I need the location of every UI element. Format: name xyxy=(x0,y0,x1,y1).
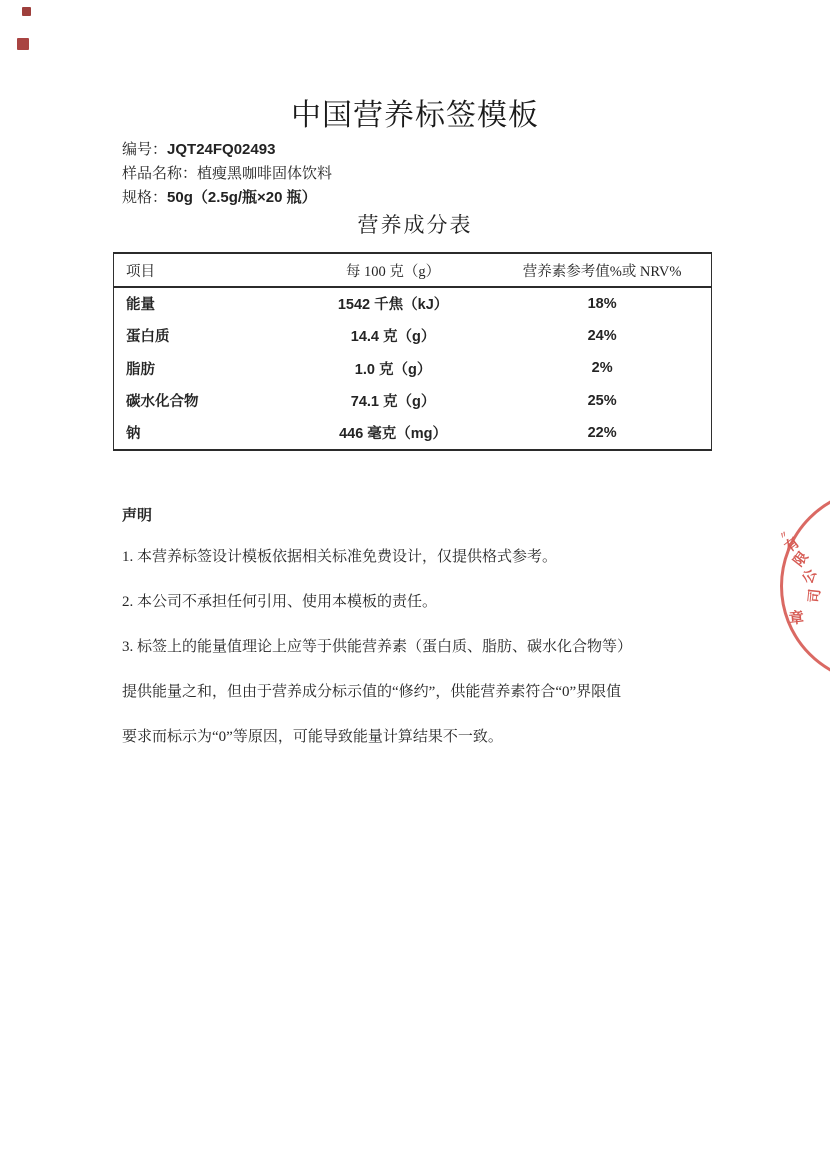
seal-text-fragment: 〃 xyxy=(777,528,790,542)
table-row xyxy=(114,287,712,320)
spec-value: 50g（2.5g/瓶×20 瓶） xyxy=(167,189,317,206)
seal-arc-char: 司 xyxy=(807,588,824,604)
number-label: 编号： xyxy=(122,142,168,158)
row-item-amount: 74.1 克（g） xyxy=(350,394,436,411)
red-corner-mark-bottom xyxy=(17,38,29,50)
meta-line-sample-name xyxy=(122,162,332,186)
header-per-100g: 每 100 克（g） xyxy=(345,263,441,280)
table-row xyxy=(114,417,712,450)
row-item-name: 能量 xyxy=(126,297,155,314)
seal-arc-char: 限 xyxy=(791,549,812,570)
page-title: 中国营养标签模板 xyxy=(291,99,539,132)
red-corner-mark-top xyxy=(22,7,31,16)
row-item-nrv: 24% xyxy=(587,327,617,344)
row-item-amount: 446 毫克（mg） xyxy=(339,426,448,443)
number-value: JQT24FQ02493 xyxy=(167,141,276,158)
row-item-amount: 1542 千焦（kJ） xyxy=(337,297,449,314)
row-item-nrv: 18% xyxy=(587,295,617,312)
disclaimer-item-1: 1. 本营养标签设计模板依据相关标准免费设计，仅提供格式参考。 xyxy=(122,549,558,565)
table-row xyxy=(114,385,712,418)
table-row xyxy=(114,352,712,385)
meta-line-spec xyxy=(122,186,332,210)
disclaimer-item-2: 2. 本公司不承担任何引用、使用本模板的责任。 xyxy=(122,594,438,610)
header-item: 项目 xyxy=(126,263,155,280)
row-item-nrv: 22% xyxy=(587,424,617,441)
row-item-name: 钠 xyxy=(126,426,141,443)
row-item-nrv: 25% xyxy=(587,392,617,409)
table-row xyxy=(114,320,712,353)
seal-zhang-char: 章 xyxy=(788,610,805,628)
table-header-row xyxy=(114,253,712,287)
spec-label: 规格： xyxy=(122,190,168,206)
nutrition-facts-table xyxy=(113,252,712,451)
sample-name-label: 样品名称： xyxy=(122,166,198,182)
disclaimer-item-3-line-3: 要求而标示为“0”等原因，可能导致能量计算结果不一致。 xyxy=(122,729,503,745)
company-seal-icon xyxy=(780,488,830,684)
row-item-amount: 14.4 克（g） xyxy=(350,329,436,346)
row-item-name: 碳水化合物 xyxy=(126,394,199,411)
meta-line-number xyxy=(122,138,332,162)
disclaimer-item-3-line-1: 3. 标签上的能量值理论上应等于供能营养素（蛋白质、脂肪、碳水化合物等） xyxy=(122,639,633,655)
disclaimer-item-3-line-2: 提供能量之和，但由于营养成分标示值的“修约”，供能营养素符合“0”界限值 xyxy=(122,684,622,700)
disclaimer-section xyxy=(122,505,716,760)
row-item-amount: 1.0 克（g） xyxy=(354,361,432,378)
seal-arc-char: 有 xyxy=(782,535,803,556)
sample-meta xyxy=(122,138,332,210)
sample-name-value: 植瘦黑咖啡固体饮料 xyxy=(197,166,333,182)
row-item-nrv: 2% xyxy=(591,360,613,377)
row-item-name: 脂肪 xyxy=(126,361,155,378)
row-item-name: 蛋白质 xyxy=(126,329,170,346)
seal-arc-char: 公 xyxy=(800,567,821,587)
nutrition-table-title: 营养成分表 xyxy=(357,213,473,237)
header-nrv: 营养素参考值%或 NRV% xyxy=(522,263,682,280)
disclaimer-heading: 声明 xyxy=(122,508,153,524)
